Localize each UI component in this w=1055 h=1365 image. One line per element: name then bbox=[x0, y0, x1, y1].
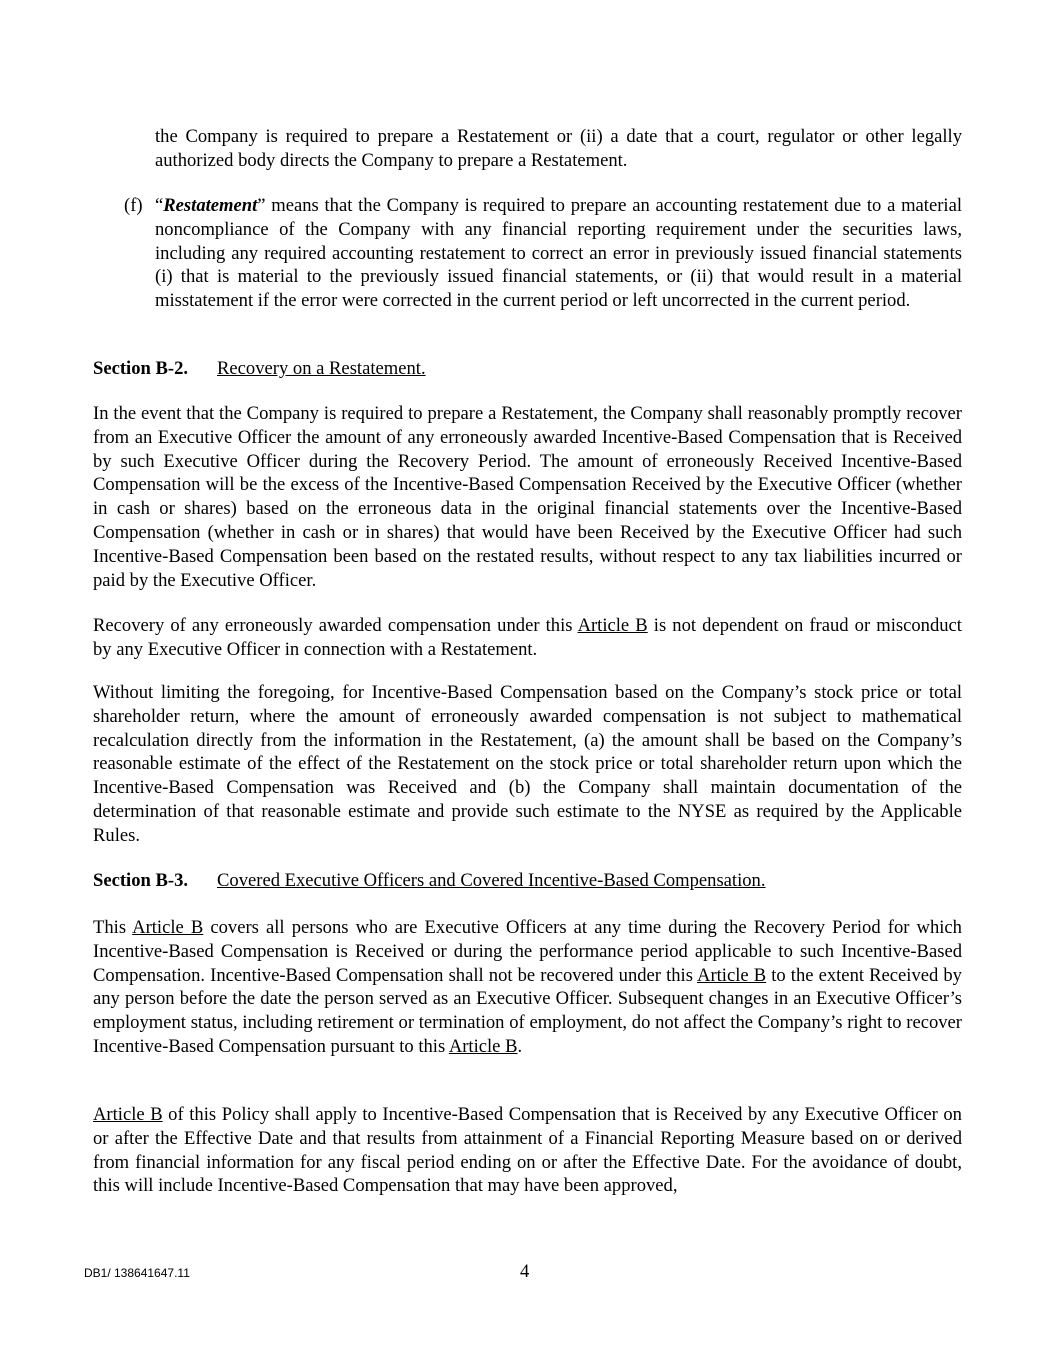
paragraph-covered-executive-officers: This Article B covers all persons who are Executive Officers at any time during the Recovery Period for which Incentive-Based Compensation is Received or during the performance period applicable to such Incentive-Based Compensation. Incentive-Based Compensation shall not be recovered under this Article B to the extent Received by any person before the date the person served as an Executive Officer. Subsequent changes in an Executive Officer’s employment status, including retirement or termination of employment, do not affect the Company’s right to recover Incentive-Based Compensation pursuant to this Article B. bbox=[93, 917, 962, 1057]
article-b-link[interactable]: Article B bbox=[93, 1104, 163, 1125]
paragraph-stock-price-tsr: Without limiting the foregoing, for Incentive-Based Compensation based on the Company’s stock price or total shareholder return, where the amount of erroneously awarded compensation is not subject to mathematical recalculation directly from the information in the Restatement, (a) the amount shall be based on the Company’s reasonable estimate of the effect of the Restatement on the stock price or total shareholder return upon which the Incentive-Based Compensation was Received and (b) the Company shall maintain documentation of the determination of that reasonable estimate and provide such estimate to the NYSE as required by the Applicable Rules. bbox=[93, 682, 962, 846]
article-b-link[interactable]: Article B bbox=[697, 964, 767, 986]
defined-term-restatement: Restatement bbox=[163, 195, 258, 216]
definition-restatement bbox=[155, 194, 962, 313]
document-id: DB1/ 138641647.11 bbox=[84, 1266, 190, 1280]
section-b3-title: Covered Executive Officers and Covered Incentive-Based Compensation bbox=[217, 870, 761, 891]
article-b-link[interactable]: Article B bbox=[132, 917, 204, 938]
paragraph-effective-date-application: Article B of this Policy shall apply to Incentive-Based Compensation that is Received by any Executive Officer on or after the Effective Date and that results from attainment of a Financial Reporting Measure based on or derived from financial information for any fiscal period ending on or after the Effective Date. For the avoidance of doubt, this will include Incentive-Based Compensation that may have been approved, bbox=[93, 1104, 962, 1197]
article-b-link[interactable]: Article B bbox=[448, 1035, 518, 1057]
page-number: 4 bbox=[520, 1261, 530, 1282]
section-b2-number: Section B-2. bbox=[93, 358, 189, 379]
paragraph-not-dependent-on-fraud: Recovery of any erroneously awarded compensation under this Article B is not dependent on fraud or misconduct by any Executive Officer in connection with a Restatement. bbox=[93, 615, 962, 660]
article-b-link[interactable]: Article B bbox=[577, 615, 648, 636]
quote-mark: “ bbox=[155, 195, 164, 216]
section-b3-heading: Section B-3. Covered Executive Officers and Covered Incentive-Based Compensation. bbox=[93, 870, 766, 891]
paragraph-restatement-date-continued: the Company is required to prepare a Restatement or (ii) a date that a court, regulator or other legally authorized body directs the Company to prepare a Restatement. bbox=[155, 126, 962, 171]
paragraph-recovery-on-restatement: In the event that the Company is required to prepare a Restatement, the Company shall reasonably promptly recover from an Executive Officer the amount of any erroneously awarded Incentive-Based Compensation that is Received by such Executive Officer during the Recovery Period. The amount of erroneously Received Incentive-Based Compensation will be the excess of the Incentive-Based Compensation Received by the Executive Officer (whether in cash or shares) based on the erroneous data in the original financial statements over the Incentive-Based Compensation (whether in cash or in shares) that would have been Received by the Executive Officer had such Incentive-Based Compensation been based on the restated results, without respect to any tax liabilities incurred or paid by the Executive Officer. bbox=[93, 403, 962, 591]
definition-text: ” means that the Company is required to prepare an accounting restatement due to a material noncompliance of the Company with any financial reporting requirement under the securities laws, including any required accounting restatement to correct an error in previously issued financial statements (i) that is material to the previously issued financial statements, or (ii) that would result in a material misstatement if the error were corrected in the current period or left uncorrected in the current period. bbox=[155, 195, 962, 312]
section-b2-heading: Section B-2. Recovery on a Restatement. bbox=[93, 358, 426, 379]
section-b2-title: Recovery on a Restatement bbox=[217, 358, 421, 379]
item-f-label: (f) bbox=[124, 195, 143, 216]
section-b3-number: Section B-3. bbox=[93, 870, 189, 891]
